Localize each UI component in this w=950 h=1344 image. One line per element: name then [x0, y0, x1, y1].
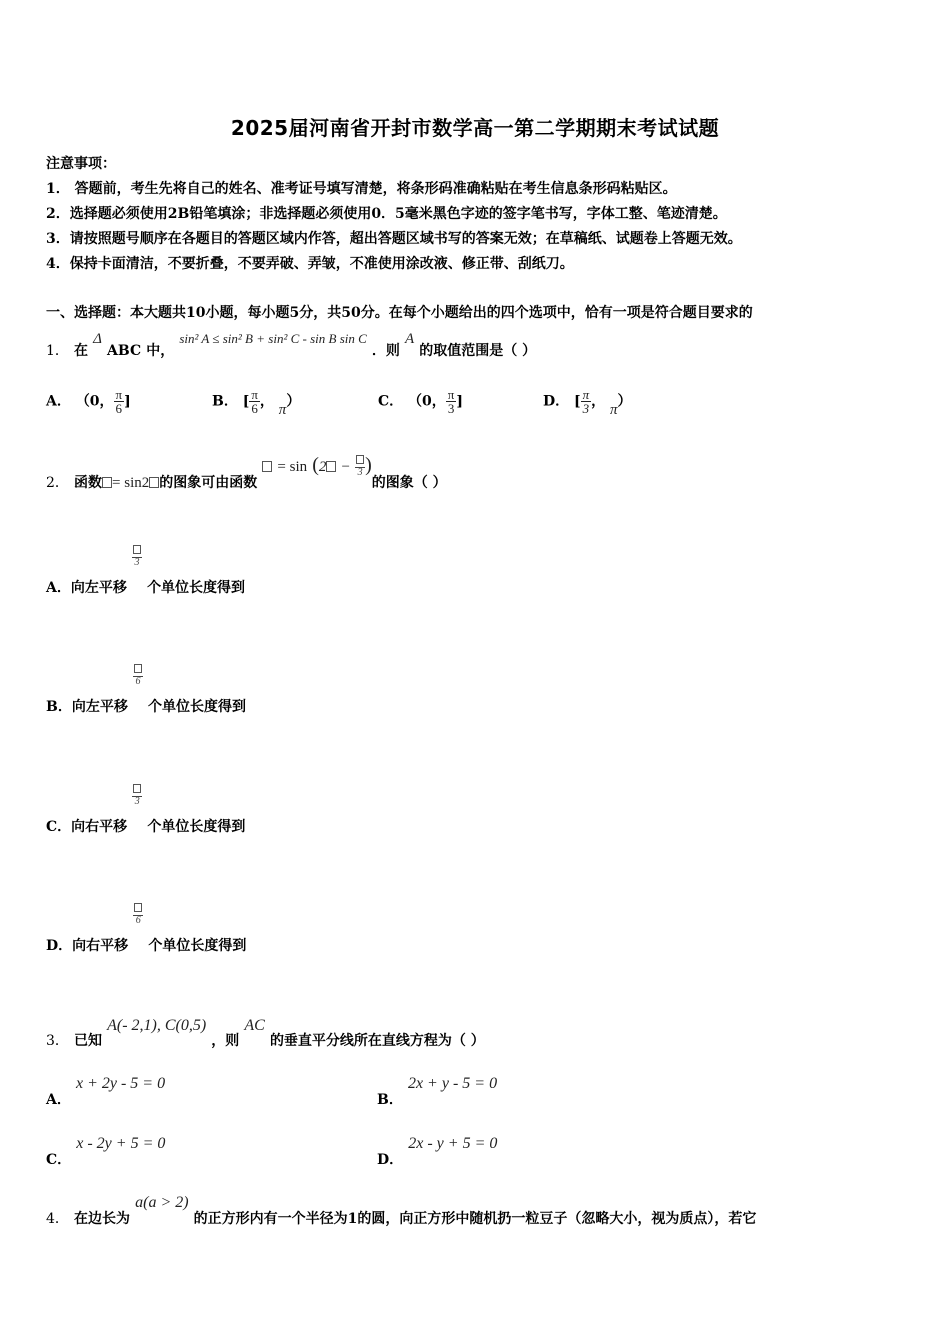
question-text: 的图象（ ）	[371, 475, 447, 491]
option-text: ，	[259, 393, 274, 410]
left-paren: (	[312, 454, 319, 476]
fraction-denominator: 6	[251, 401, 258, 416]
page-title: 2025届河南省开封市数学高一第二学期期末考试试题	[230, 116, 720, 140]
radius-value: 1	[347, 1211, 358, 1227]
option-text: 向右平移	[71, 819, 128, 835]
q3-option-c[interactable]	[46, 1133, 166, 1168]
option-text: [	[242, 393, 250, 410]
fraction-numerator: π	[447, 387, 455, 402]
triangle-name: ABC	[107, 343, 142, 359]
question-text: 在边长为	[74, 1211, 131, 1227]
pi-symbol: π	[278, 401, 287, 418]
segment-symbol: AC	[244, 1017, 265, 1034]
option-text: 个单位长度得到	[147, 580, 246, 596]
option-label: C．	[46, 1152, 72, 1168]
section-heading: 一、选择题：本大题共10小题，每小题5分，共50分。在每个小题给出的四个选项中，恰有一项是符合题目要求的	[46, 305, 753, 321]
right-paren: )	[365, 454, 372, 476]
option-text: 个单位长度得到	[148, 699, 247, 715]
option-label: C．	[46, 819, 72, 835]
option-text: ）	[617, 393, 632, 410]
function-formula: = sin2	[112, 475, 150, 491]
q2-option-d[interactable]	[46, 903, 247, 954]
option-text: 向左平移	[70, 580, 127, 596]
option-text: （0，	[408, 393, 446, 410]
q2-option-a[interactable]	[46, 545, 246, 596]
option-text: ]	[124, 393, 131, 410]
question-text: 的取值范围是（ ）	[419, 343, 537, 359]
q3-option-b[interactable]	[377, 1073, 498, 1108]
q1-option-b[interactable]	[212, 387, 301, 418]
option-label: A．	[46, 580, 71, 596]
fraction-numerator: π	[251, 387, 258, 402]
q3-option-d[interactable]	[377, 1133, 498, 1168]
fraction-numerator: π	[115, 387, 123, 402]
question-text: ．则	[371, 343, 400, 359]
equation: 2x + y - 5 = 0	[407, 1075, 498, 1092]
equation: x - 2y + 5 = 0	[76, 1135, 166, 1152]
option-label: B．	[377, 1092, 403, 1108]
notice-item-4: 4．保持卡面清洁，不要折叠，不要弄破、弄皱，不准使用涂改液、修正带、刮纸刀。	[46, 256, 574, 272]
fraction-denominator: 6	[115, 401, 123, 416]
question-text: 的图象可由函数	[159, 475, 258, 491]
fraction-denominator: 6	[135, 676, 141, 687]
option-label: D．	[46, 938, 73, 954]
option-label: D．	[377, 1152, 404, 1168]
equation: 2x - y + 5 = 0	[408, 1135, 498, 1152]
points-formula: A(- 2,1), C(0,5)	[107, 1017, 207, 1034]
option-text: 向左平移	[71, 699, 128, 715]
question-number: 3．	[46, 1033, 69, 1049]
question-text: 中，	[146, 343, 175, 359]
question-text: 的正方形内有一个半径为	[193, 1211, 348, 1227]
q1-option-c[interactable]	[378, 388, 463, 415]
side-condition: a(a > 2)	[135, 1194, 189, 1211]
placeholder-glyph	[102, 477, 112, 488]
function-formula-2	[262, 454, 371, 478]
placeholder-glyph	[326, 461, 336, 472]
option-text: 个单位长度得到	[148, 938, 247, 954]
fraction-denominator: 3	[357, 467, 363, 478]
placeholder-glyph	[262, 461, 272, 472]
question-text: 已知	[74, 1033, 103, 1049]
fraction-denominator: 3	[447, 401, 455, 416]
placeholder-glyph	[133, 545, 141, 554]
option-text: （0，	[75, 393, 114, 410]
triangle-symbol: Δ	[93, 331, 102, 347]
fraction-denominator: 3	[582, 401, 590, 416]
formula-part: −	[341, 459, 350, 475]
equation: x + 2y - 5 = 0	[75, 1075, 166, 1092]
question-4	[46, 1192, 757, 1227]
fraction-numerator: π	[582, 387, 590, 402]
q2-option-c[interactable]	[46, 784, 246, 835]
formula-part: 2	[318, 459, 327, 475]
notice-item-1: 1． 答题前，考生先将自己的姓名、准考证号填写清楚，将条形码准确粘贴在考生信息条形码粘贴区。	[46, 181, 677, 197]
formula-part: = sin	[277, 459, 308, 475]
question-number: 2．	[46, 475, 69, 491]
placeholder-glyph	[356, 455, 364, 464]
option-label: D．	[543, 393, 570, 410]
option-text: ]	[456, 393, 463, 410]
question-number: 1．	[46, 343, 69, 359]
question-2	[46, 452, 447, 491]
pi-symbol: π	[610, 401, 618, 418]
option-text: ，	[591, 393, 606, 410]
option-text: ）	[286, 393, 301, 410]
option-label: A．	[46, 1092, 71, 1108]
q1-option-d[interactable]	[543, 387, 632, 418]
placeholder-glyph	[134, 903, 142, 912]
option-label: B．	[46, 699, 72, 715]
option-label: B．	[212, 393, 238, 410]
option-text: [	[574, 393, 581, 410]
question-text: 的垂直平分线所在直线方程为（ ）	[269, 1033, 485, 1049]
notice-item-3: 3．请按照题号顺序在各题目的答题区域内作答，超出答题区域书写的答案无效；在草稿纸、试题卷上答题无效。	[46, 231, 742, 247]
angle-symbol: A	[404, 331, 415, 347]
condition-formula: sin² A ≤ sin² B + sin² C - sin B sin C	[179, 331, 367, 346]
question-text: 的圆，向正方形中随机扔一粒豆子（忽略大小，视为质点），若它	[357, 1211, 757, 1227]
question-1	[46, 330, 537, 359]
fraction-denominator: 3	[134, 557, 140, 568]
q3-option-a[interactable]	[46, 1073, 166, 1108]
option-label: C．	[378, 393, 404, 410]
notice-item-2: 2．选择题必须使用2B铅笔填涂；非选择题必须使用0．5毫米黑色字迹的签字笔书写，字体工整、笔迹清楚。	[46, 206, 727, 222]
question-text: 在	[74, 343, 89, 359]
fraction-denominator: 3	[134, 796, 140, 807]
placeholder-glyph	[134, 664, 142, 673]
option-text: 个单位长度得到	[147, 819, 246, 835]
question-text: 函数	[74, 475, 103, 491]
option-text: 向右平移	[72, 938, 129, 954]
q2-option-b[interactable]	[46, 664, 247, 715]
placeholder-glyph	[149, 477, 159, 488]
notice-heading: 注意事项：	[46, 156, 116, 172]
question-3	[46, 1016, 485, 1049]
option-label: A．	[46, 393, 71, 410]
question-number: 4．	[46, 1211, 69, 1227]
question-text: ，则	[211, 1033, 240, 1049]
fraction-denominator: 6	[135, 915, 141, 926]
q1-option-a[interactable]	[46, 388, 131, 415]
placeholder-glyph	[133, 784, 141, 793]
